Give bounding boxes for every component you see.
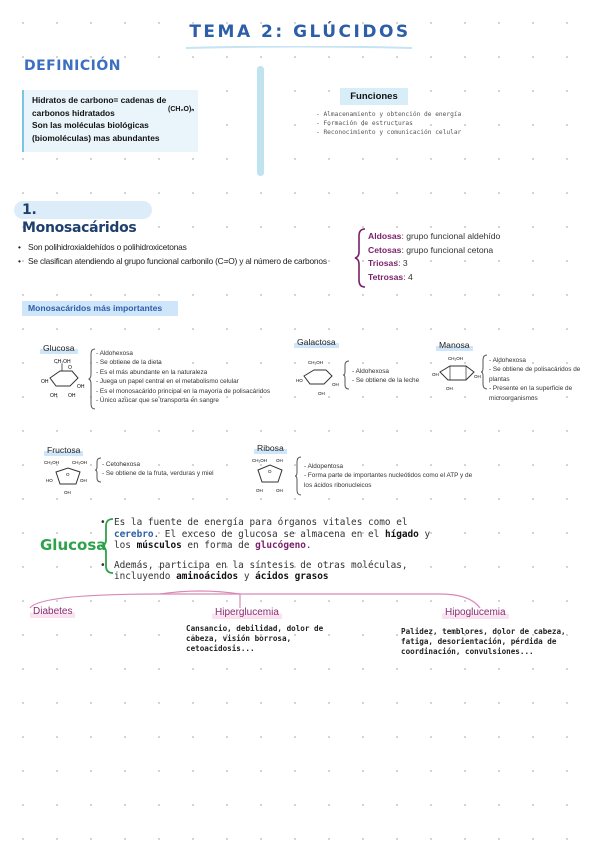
svg-text:CH₂OH: CH₂OH <box>308 360 323 365</box>
svg-text:OH: OH <box>276 488 283 493</box>
curly-brace-icon <box>342 360 350 390</box>
svg-text:CH₂OH: CH₂OH <box>448 356 463 361</box>
functions-item: - Almacenamiento y obtención de energía <box>316 110 461 119</box>
svg-text:HO: HO <box>296 378 303 383</box>
classification-item: Tetrosas: 4 <box>368 271 413 282</box>
svg-text:CH₂OH: CH₂OH <box>252 458 267 463</box>
fructosa-description: - Cetohexosa - Se obtiene de la fruta, verduras y miel <box>102 460 214 479</box>
manosa-description: - Aldohexosa - Se obtiene de polisacáridos de plantas - Presente en la superficie de microorganismos <box>489 356 593 403</box>
galactosa-description: - Aldohexosa - Se obtiene de la leche <box>352 367 419 386</box>
sugar-name-ribosa: Ribosa <box>254 443 287 454</box>
hiperglucemia-title: Hiperglucemia <box>212 607 282 619</box>
svg-text:O: O <box>68 365 72 371</box>
sugar-name-fructosa: Fructosa <box>44 445 83 456</box>
sugar-name-glucosa: Glucosa <box>40 343 78 354</box>
sugar-name-manosa: Manosa <box>436 340 473 351</box>
bullet-item: • Se clasifican atendiendo al grupo funcional carbonilo (C=O) y al número de carbonos <box>18 254 327 268</box>
svg-text:OH: OH <box>276 458 283 463</box>
fructose-molecule-icon <box>42 458 94 498</box>
classification-item: Cetosas: grupo funcional cetona <box>368 244 494 255</box>
classification-list <box>368 230 500 284</box>
ribose-molecule-icon <box>250 456 290 498</box>
glucosa-detail-label: Glucosa <box>40 536 107 554</box>
functions-item: - Formación de estructuras <box>316 119 461 128</box>
title-underline <box>0 46 600 50</box>
svg-text:O: O <box>66 472 70 477</box>
definition-line: Hidratos de carbono= cadenas de <box>32 95 167 105</box>
functions-list <box>316 110 461 137</box>
galactose-molecule-icon <box>296 358 342 398</box>
ribosa-description: - Aldopentosa - Forma parte de importantes nucleótidos como el ATP y de los ácidos ribonucleicos <box>304 462 482 490</box>
functions-heading: Funciones <box>340 88 408 105</box>
svg-text:CH₂OH: CH₂OH <box>72 460 87 465</box>
curly-brace-icon <box>480 354 488 390</box>
svg-text:OH: OH <box>68 393 76 399</box>
sugar-name-galactosa: Galactosa <box>294 337 339 348</box>
svg-text:OH: OH <box>256 488 263 493</box>
svg-text:OH: OH <box>50 393 58 399</box>
glucosa-paragraph-synthesis: • Además, participa en la síntesis de otras moléculas, incluyendo aminoácidos y ácidos grasos <box>114 560 434 583</box>
definition-line: Son las moléculas biológicas <box>32 120 149 130</box>
svg-text:HO: HO <box>46 478 53 483</box>
monosacaridos-bullets <box>18 240 327 268</box>
svg-text:OH: OH <box>446 386 453 391</box>
definition-line: (biomoléculas) mas abundantes <box>32 132 160 143</box>
svg-text:O: O <box>268 469 272 474</box>
diabetes-title: Diabetes <box>30 606 75 618</box>
important-heading: Monosacáridos más importantes <box>22 301 178 316</box>
functions-item: - Reconocimiento y comunicación celular <box>316 128 461 137</box>
vertical-divider <box>257 66 264 176</box>
svg-text:OH: OH <box>64 490 71 495</box>
svg-text:CH₂OH: CH₂OH <box>54 359 71 365</box>
formula: (CH₂O)ₙ <box>168 106 195 113</box>
svg-text:OH: OH <box>432 372 439 377</box>
glucosa-detail-text <box>114 517 434 583</box>
definition-heading: DEFINICIÓN <box>24 58 121 74</box>
svg-text:OH: OH <box>474 374 481 379</box>
definition-line: carbonos hidratados <box>32 107 115 118</box>
curly-brace-icon <box>354 228 368 288</box>
svg-text:OH: OH <box>77 384 85 390</box>
bullet-item: • Son polihidroxialdehídos o polihidroxicetonas <box>18 240 327 254</box>
page-title: TEMA 2: GLÚCIDOS <box>189 22 411 42</box>
hipoglucemia-text: Palidez, temblores, dolor de cabeza, fatiga, desorientación, pérdida de coordinación, convulsiones... <box>401 627 566 656</box>
glucose-molecule-icon <box>40 356 88 402</box>
svg-text:CH₂OH: CH₂OH <box>44 460 59 465</box>
glucosa-paragraph-energy: • Es la fuente de energía para órganos vitales como el cerebro. El exceso de glucosa se almacena en el hígado y los músculos en forma de glucógeno. <box>114 517 434 552</box>
definition-box <box>22 90 198 152</box>
svg-text:OH: OH <box>41 379 49 385</box>
svg-text:OH: OH <box>332 382 339 387</box>
mannose-molecule-icon <box>432 354 482 394</box>
curly-brace-icon <box>94 457 102 483</box>
svg-text:OH: OH <box>80 478 87 483</box>
hiperglucemia-text: Cansancio, debilidad, dolor de cabeza, visión borrosa, cetoacidosis... <box>186 624 324 653</box>
curly-brace-icon <box>88 348 96 410</box>
classification-item: Aldosas: grupo funcional aldehído <box>368 231 501 241</box>
glucosa-description: - Aldohexosa - Se obtiene de la dieta - Es el más abundante en la naturaleza - Juega un papel central en el metabolismo celular - Es el monosacárido principal en la mayoría de polisacáridos - Único azúcar que se transporta en sangre <box>96 349 270 405</box>
hipoglucemia-title: Hipoglucemia <box>442 607 509 619</box>
conditions-connector <box>0 586 600 612</box>
section-heading-monosacaridos: 1. Monosacáridos <box>14 201 152 219</box>
svg-text:OH: OH <box>318 391 325 396</box>
curly-brace-icon <box>294 456 302 496</box>
classification-item: Triosas: 3 <box>368 258 408 268</box>
